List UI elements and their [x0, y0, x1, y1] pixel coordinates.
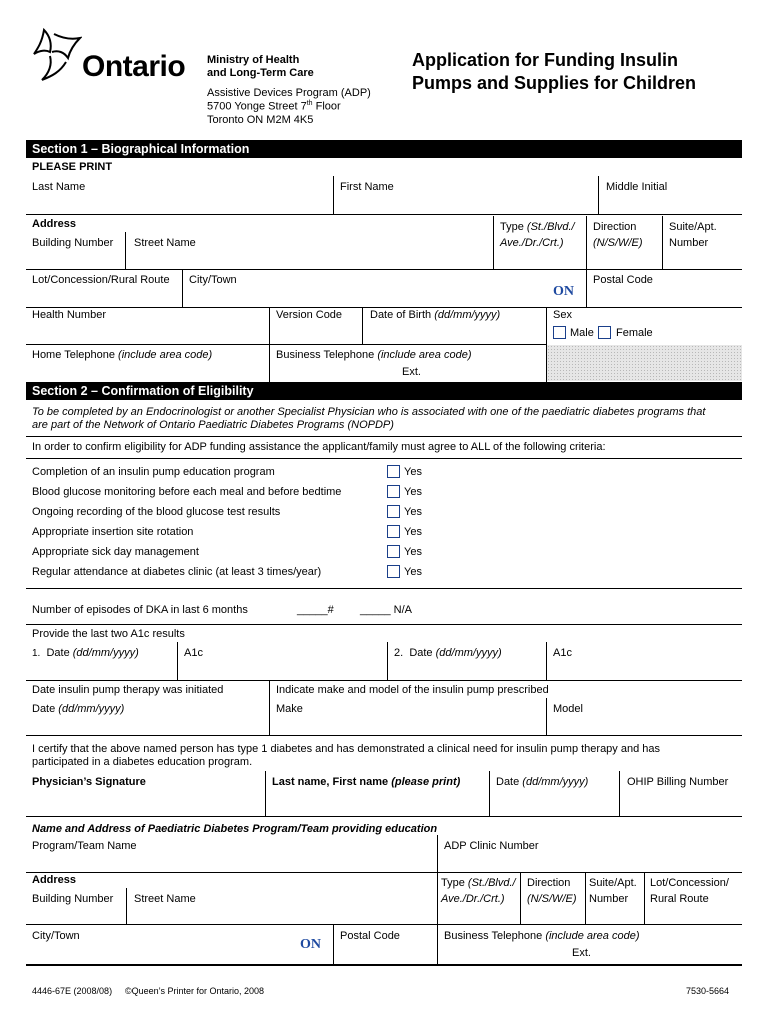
program-extension-field[interactable]: Ext. [572, 947, 591, 959]
a1c-date1-field[interactable] [32, 647, 139, 659]
program-bus-tel-label: Business Telephone [444, 930, 546, 942]
dob-label: Date of Birth [370, 309, 435, 321]
street-address-floor: Floor [312, 100, 341, 113]
criteria-label-4: Appropriate insertion site rotation [32, 526, 194, 538]
certify-line1: I certify that the above named person has type 1 diabetes and has demonstrated a clinical need for insulin pump therapy and has [32, 743, 661, 755]
program-type-word: Type [441, 877, 468, 889]
program-suite-label: Suite/Apt. [589, 877, 637, 889]
health-number-field[interactable]: Health Number [32, 309, 106, 321]
criteria-label-5: Appropriate sick day management [32, 546, 199, 558]
program-bus-tel-note: (include area code) [545, 930, 640, 942]
female-checkbox[interactable] [598, 326, 611, 339]
physician-signature-field[interactable]: Physician’s Signature [32, 776, 146, 788]
pump-model-intro: Indicate make and model of the insulin pump prescribed [276, 684, 549, 696]
pump-initiated-label: Date insulin pump therapy was initiated [32, 684, 224, 696]
program-province-on: ON [300, 937, 321, 952]
certify-line2: participated in a diabetes education program. [32, 756, 253, 768]
section2-title: Section 2 – Confirmation of Eligibility [32, 384, 254, 398]
form-title-line2: Pumps and Supplies for Children [412, 73, 697, 93]
direction-label: Direction [593, 221, 637, 233]
ontario-logo-text: Ontario [82, 50, 186, 83]
shaded-area [547, 345, 742, 381]
suite-label: Suite/Apt. [669, 221, 717, 233]
a1c-date1-label: Date [46, 647, 73, 659]
criteria-yes-label-1: Yes [404, 466, 422, 478]
form-code: 7530-5664 [686, 986, 730, 996]
a1c-value1-field[interactable]: A1c [184, 647, 203, 659]
ministry-name-line1: Ministry of Health [207, 54, 300, 66]
a1c-date2-label: Date [409, 647, 436, 659]
middle-initial-field[interactable]: Middle Initial [606, 181, 668, 193]
street-address-sup: th [306, 100, 313, 107]
type-options: (St./Blvd./ [526, 221, 575, 233]
physician-name-field[interactable] [272, 776, 460, 788]
criteria-yes-checkbox-2[interactable] [387, 485, 400, 498]
street-address-text: 5700 Yonge Street 7 [207, 100, 307, 113]
adp-clinic-number-field[interactable]: ADP Clinic Number [444, 840, 539, 852]
section2-header [26, 382, 742, 400]
sex-label: Sex [553, 309, 572, 321]
pump-initiated-date-field[interactable] [32, 703, 124, 715]
ministry-name-line2: and Long-Term Care [207, 67, 314, 79]
criteria-yes-checkbox-3[interactable] [387, 505, 400, 518]
criteria-label-6: Regular attendance at diabetes clinic (at least 3 times/year) [32, 566, 322, 578]
form-title-line1: Application for Funding Insulin [412, 50, 678, 70]
section2-intro-line1: To be completed by an Endocrinologist or another Specialist Physician who is associated with one of the paediatric diabetes programs that [32, 406, 706, 418]
street-address [207, 100, 341, 113]
copyright: ©Queen’s Printer for Ontario, 2008 [125, 986, 265, 996]
criteria-yes-checkbox-1[interactable] [387, 465, 400, 478]
postal-code-field[interactable]: Postal Code [593, 274, 653, 286]
program-city-town-field[interactable]: City/Town [32, 930, 80, 942]
bus-tel-label: Business Telephone [276, 349, 378, 361]
date-of-birth-field[interactable] [370, 309, 500, 321]
criteria-yes-label-6: Yes [404, 566, 422, 578]
version-code-field[interactable]: Version Code [276, 309, 343, 321]
type-word: Type [500, 221, 527, 233]
program-postal-code-field[interactable]: Postal Code [340, 930, 400, 942]
a1c-number-2: 2. [394, 647, 404, 659]
male-checkbox[interactable] [553, 326, 566, 339]
program-type-options: (St./Blvd./ [467, 877, 516, 889]
criteria-label-3: Ongoing recording of the blood glucose test results [32, 506, 281, 518]
a1c-intro: Provide the last two A1c results [32, 628, 185, 640]
last-name-field[interactable]: Last Name [32, 181, 86, 193]
criteria-intro: In order to confirm eligibility for ADP funding assistance the applicant/family must agree to ALL of the following criteria: [32, 441, 606, 453]
criteria-yes-label-4: Yes [404, 526, 422, 538]
program-direction-label: Direction [527, 877, 571, 889]
please-print-note: (please print) [391, 776, 461, 788]
first-name-field[interactable]: First Name [340, 181, 394, 193]
physician-date-field[interactable] [496, 776, 588, 788]
criteria-yes-checkbox-6[interactable] [387, 565, 400, 578]
physician-date-format: (dd/mm/yyyy) [522, 776, 589, 788]
program-team-name-field[interactable]: Program/Team Name [32, 840, 137, 852]
physician-date-label: Date [496, 776, 523, 788]
street-type-field[interactable]: Ave./Dr./Crt.) [500, 237, 564, 249]
form-number: 4446-67E (2008/08) [32, 986, 113, 996]
a1c-date2-format: (dd/mm/yyyy) [435, 647, 502, 659]
dka-na-field[interactable]: _____ N/A [360, 604, 412, 616]
direction-field[interactable]: (N/S/W/E) [593, 237, 643, 249]
trillium-logo-icon [30, 26, 82, 82]
ohip-billing-field[interactable]: OHIP Billing Number [627, 776, 729, 788]
address-heading: Address [32, 218, 77, 230]
program-street-type-label-1 [441, 877, 516, 889]
home-telephone-field[interactable] [32, 349, 212, 361]
criteria-yes-label-5: Yes [404, 546, 422, 558]
pump-model-field[interactable]: Model [553, 703, 583, 715]
program-heading: Name and Address of Paediatric Diabetes Program/Team providing education [32, 823, 438, 835]
physician-name-label: Last name, First name [272, 776, 392, 788]
a1c-value2-field[interactable]: A1c [553, 647, 572, 659]
criteria-yes-label-3: Yes [404, 506, 422, 518]
city-town-field[interactable]: City/Town [189, 274, 237, 286]
program-lot-label: Lot/Concession/ [650, 877, 729, 889]
province-on: ON [553, 284, 574, 299]
program-direction-field[interactable]: (N/S/W/E) [527, 893, 577, 905]
program-name: Assistive Devices Program (ADP) [207, 87, 371, 99]
suite-number-field[interactable]: Number [669, 237, 709, 249]
business-telephone-field[interactable] [276, 349, 472, 361]
program-street-type-field[interactable]: Ave./Dr./Crt.) [441, 893, 505, 905]
dka-label: Number of episodes of DKA in last 6 months [32, 604, 248, 616]
street-name-field[interactable]: Street Name [134, 237, 196, 249]
section1-header [26, 140, 742, 158]
criteria-yes-checkbox-5[interactable] [387, 545, 400, 558]
section2-intro-line2: are part of the Network of Ontario Paediatric Diabetes Programs (NOPDP) [32, 419, 394, 431]
city-line: Toronto ON M2M 4K5 [207, 114, 314, 126]
program-lot-field[interactable]: Rural Route [650, 893, 709, 905]
criteria-yes-label-2: Yes [404, 486, 422, 498]
extension-field[interactable]: Ext. [402, 366, 421, 378]
dka-count-field[interactable]: _____# [297, 604, 334, 616]
program-address-heading: Address [32, 874, 77, 886]
criteria-label-2: Blood glucose monitoring before each meal and before bedtime [32, 486, 342, 498]
program-suite-number-field[interactable]: Number [589, 893, 629, 905]
female-label: Female [616, 327, 653, 339]
program-business-telephone-field[interactable] [444, 930, 640, 942]
home-tel-note: (include area code) [118, 349, 213, 361]
bus-tel-note: (include area code) [377, 349, 472, 361]
program-building-number-field[interactable]: Building Number [32, 893, 114, 905]
home-tel-label: Home Telephone [32, 349, 119, 361]
a1c-number-1: 1. [32, 648, 41, 659]
lot-concession-field[interactable]: Lot/Concession/Rural Route [32, 274, 170, 286]
criteria-label-1: Completion of an insulin pump education program [32, 466, 275, 478]
building-number-field[interactable]: Building Number [32, 237, 114, 249]
pump-date-label: Date [32, 703, 59, 715]
program-street-name-field[interactable]: Street Name [134, 893, 196, 905]
pump-make-field[interactable]: Make [276, 703, 303, 715]
male-label: Male [570, 327, 594, 339]
section1-title: Section 1 – Biographical Information [32, 142, 250, 156]
dob-format: (dd/mm/yyyy) [434, 309, 501, 321]
a1c-date1-format: (dd/mm/yyyy) [72, 647, 139, 659]
please-print-label: PLEASE PRINT [32, 161, 113, 173]
pump-date-format: (dd/mm/yyyy) [58, 703, 125, 715]
criteria-yes-checkbox-4[interactable] [387, 525, 400, 538]
a1c-date2-field[interactable] [394, 647, 502, 659]
street-type-label-1 [500, 221, 575, 233]
